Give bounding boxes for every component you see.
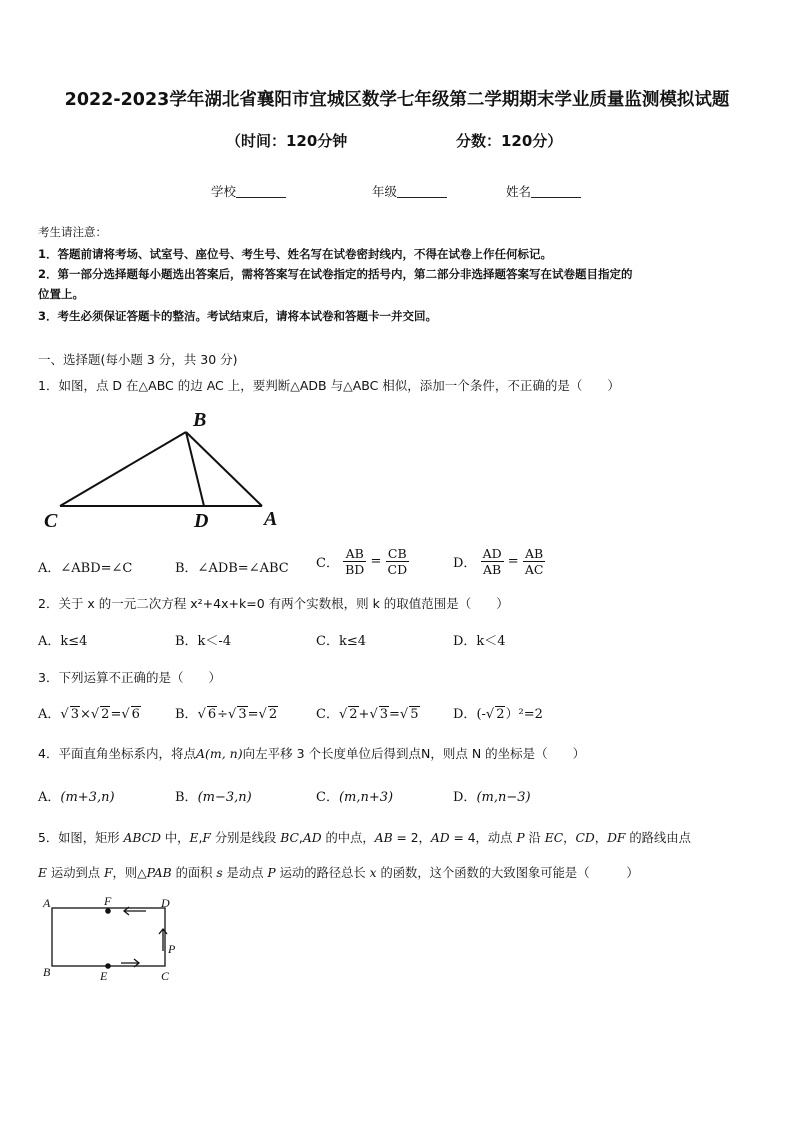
q1-c-den2: CD (387, 562, 408, 577)
q1-d-num2: AB (523, 546, 546, 562)
q4-b-label: B． (175, 790, 198, 805)
q1-c-num1: AB (343, 546, 366, 562)
q2-option-c[interactable]: C．k≤4 (316, 634, 366, 649)
q2-option-a[interactable]: A．k≤4 (38, 634, 88, 649)
name-blank[interactable] (531, 185, 581, 198)
q1-label-B: B (193, 409, 207, 431)
q4-b-value: (m−3,n) (197, 790, 252, 805)
q5-line1-seg-3: E (189, 831, 199, 845)
q1-c-fraction-1 (343, 546, 366, 577)
q5-line1-seg-12: = 2， (392, 831, 431, 845)
q5-line1-seg-6: 分别是线段 (210, 831, 281, 845)
q4-option-b[interactable] (175, 786, 252, 805)
q5-line1-seg-8: , (298, 831, 303, 845)
q1-c-equals: = (370, 554, 382, 569)
q5-line1-seg-14: = 4，动点 (449, 831, 517, 845)
q1-edge-BD (186, 432, 204, 506)
q5-label-E: E (100, 969, 108, 983)
q3-c-radicand2: 3 (379, 707, 389, 722)
q3-stem: 3．下列运算不正确的是（ ） (38, 670, 221, 685)
q4-d-value: (m,n−3) (476, 790, 531, 805)
q5-line1-seg-1: ABCD (123, 831, 161, 845)
q1-option-c[interactable] (316, 546, 409, 577)
school-blank[interactable] (236, 185, 286, 198)
q1-c-den1: BD (345, 562, 365, 577)
q3-a-radicand2: 2 (101, 707, 110, 722)
q4-stem-part2: 向左平移 3 个长度单位后得到点N，则点 N 的坐标是（ ） (242, 746, 586, 761)
q5-line1-seg-20: ， (594, 831, 608, 845)
q1-d-equals: = (507, 554, 519, 569)
q4-option-c[interactable] (316, 786, 393, 805)
q1-d-den1: AB (483, 562, 502, 577)
q5-line2-seg-7: 是动点 (222, 866, 268, 880)
q4-a-value: (m+3,n) (60, 790, 115, 805)
name-label: 姓名 (506, 184, 532, 199)
q5-line1-seg-21: DF (607, 831, 626, 845)
q5-line1-seg-2: 中， (160, 831, 190, 845)
q1-d-den2: AC (524, 562, 544, 577)
q5-label-B: B (43, 965, 51, 979)
q3-option-c[interactable]: C．√ 2+√ 3=√ 5 (316, 707, 419, 722)
grade-blank[interactable] (397, 185, 447, 198)
q1-d-num1: AD (482, 546, 502, 561)
q5-line2-seg-11: 的函数，这个函数的大致图象可能是（ ） (376, 866, 639, 880)
q2-stem: 2．关于 x 的一元二次方程 x²+4x+k=0 有两个实数根，则 k 的取值范围是（ ） (38, 596, 509, 611)
q5-stem-line1 (38, 828, 691, 846)
q3-c-label: C． (316, 707, 339, 722)
q1-label-A: A (264, 508, 278, 530)
q5-line1-seg-5: F (202, 831, 211, 845)
q1-c-fraction-2 (386, 546, 410, 577)
q5-line2-seg-3: ，则△ (112, 866, 147, 880)
q5-line1-seg-15: P (516, 831, 525, 845)
q5-line1-seg-0: 5．如图，矩形 (38, 831, 124, 845)
q3-c-eq: = (389, 707, 400, 722)
q1-option-c-label: C． (316, 556, 339, 571)
q5-point-F (105, 908, 111, 914)
q5-line1-seg-19: CD (575, 831, 595, 845)
q5-line2-seg-0: E (38, 866, 47, 880)
q3-a-radicand3: 6 (131, 707, 140, 722)
page-title: 2022-2023学年湖北省襄阳市宜城区数学七年级第二学期期末学业质量监测模拟试题 (64, 90, 730, 110)
q5-rectangle-figure (38, 893, 188, 988)
q1-c-num2: CB (386, 546, 410, 562)
q5-line1-seg-17: EC (544, 831, 564, 845)
q1-option-d-label: D． (453, 556, 477, 571)
q1-triangle-figure (38, 404, 298, 534)
grade-field[interactable] (372, 182, 447, 200)
q4-option-a[interactable] (38, 786, 115, 805)
q5-line2-seg-5: 的面积 (171, 866, 217, 880)
q3-d-pre: (- (476, 707, 486, 722)
q5-label-P: P (168, 942, 176, 956)
q3-a-op: × (79, 707, 91, 722)
q5-line1-seg-10: 的中点， (321, 831, 375, 845)
school-field[interactable] (211, 182, 286, 200)
school-label: 学校 (211, 184, 237, 199)
q4-c-value: (m,n+3) (338, 790, 394, 805)
q4-a-label: A． (38, 790, 61, 805)
q3-a-label: A． (38, 707, 61, 722)
section-heading: 一、选择题(每小题 3 分，共 30 分) (38, 352, 238, 367)
q1-option-b[interactable]: B．∠ADB=∠ABC (175, 561, 289, 576)
notes-heading: 考生请注意： (38, 225, 107, 239)
q4-point: A(m, n) (195, 746, 243, 761)
exam-time: （时间：120分钟 (226, 132, 348, 150)
q3-b-radicand3: 2 (268, 707, 278, 722)
q2-option-d[interactable]: D．k＜4 (453, 634, 506, 649)
q5-line2-seg-10: x (369, 866, 377, 880)
q3-b-eq: = (247, 707, 259, 722)
q5-line1-seg-4: , (198, 831, 203, 845)
q1-option-d[interactable] (453, 546, 545, 577)
note-2-cont: 位置上。 (38, 287, 84, 301)
q5-line2-seg-8: P (267, 866, 276, 880)
q5-point-E (105, 963, 111, 969)
q1-option-a[interactable]: A．∠ABD=∠C (38, 561, 133, 576)
q3-b-label: B． (175, 707, 198, 722)
exam-score: 分数：120分） (456, 132, 563, 150)
q3-b-radicand2: 3 (238, 707, 247, 722)
q3-option-b[interactable]: B．√ 6÷√ 3=√ 2 (175, 707, 278, 722)
q2-option-b[interactable]: B．k＜-4 (175, 634, 232, 649)
q5-line2-seg-2: F (104, 866, 113, 880)
q3-c-radicand3: 5 (410, 707, 419, 722)
note-1: 1．答题前请将考场、试室号、座位号、考生号、姓名写在试卷密封线内，不得在试卷上作任何标记。 (38, 247, 552, 261)
q1-d-fraction-1 (481, 546, 504, 577)
q5-line2-seg-4: PAB (146, 866, 172, 880)
q1-label-C: C (44, 510, 58, 532)
q5-line1-seg-13: AD (430, 831, 450, 845)
q5-label-D: D (161, 896, 170, 910)
q3-c-op: + (358, 707, 370, 722)
q3-a-eq: = (110, 707, 122, 722)
grade-label: 年级 (372, 184, 398, 199)
q5-label-A: A (43, 896, 51, 910)
q4-c-label: C． (316, 790, 339, 805)
q5-stem-line2 (38, 863, 639, 881)
q5-line1-seg-18: ， (563, 831, 576, 845)
q3-d-label: D． (453, 707, 477, 722)
q5-line1-seg-22: 的路线由点 (625, 831, 691, 845)
q5-line1-seg-7: BC (280, 831, 299, 845)
q5-line2-seg-1: 运动到点 (46, 866, 104, 880)
q5-rectangle (52, 908, 165, 966)
q3-d-post: ）²=2 (505, 707, 543, 722)
q1-d-fraction-2 (523, 546, 546, 577)
q3-a-radicand1: 3 (70, 707, 79, 722)
q5-line1-seg-9: AD (302, 831, 322, 845)
q4-option-d[interactable] (453, 786, 531, 805)
q4-stem-part1: 4．平面直角坐标系内，将点 (38, 746, 196, 761)
q3-option-a[interactable]: A．√ 3×√ 2=√ 6 (38, 707, 140, 722)
q3-b-op: ÷ (217, 707, 229, 722)
q5-label-C: C (161, 969, 170, 983)
q4-stem (38, 744, 585, 762)
q1-edge-BA (186, 432, 262, 506)
note-3: 3．考生必须保证答题卡的整洁。考试结束后，请将本试卷和答题卡一并交回。 (38, 309, 437, 323)
q5-line2-seg-9: 运动的路径总长 (275, 866, 370, 880)
q5-line2-seg-6: s (216, 866, 223, 880)
q5-line1-seg-16: 沿 (524, 831, 545, 845)
note-2: 2．第一部分选择题每小题选出答案后，需将答案写在试卷指定的括号内，第二部分非选择题答案写在试卷题目指定的 (38, 267, 633, 281)
q4-d-label: D． (453, 790, 477, 805)
q1-stem: 1．如图，点 D 在△ABC 的边 AC 上，要判断△ADB 与△ABC 相似，添加一个条件，不正确的是（ ） (38, 378, 620, 393)
q1-edge-CB (60, 432, 186, 506)
q5-label-F: F (104, 894, 112, 908)
name-field[interactable] (506, 182, 581, 200)
q3-c-radicand1: 2 (349, 707, 358, 722)
q1-label-D: D (194, 510, 209, 532)
q3-option-d[interactable]: D．(-√ 2）²=2 (453, 707, 543, 722)
q5-line1-seg-11: AB (374, 831, 393, 845)
q3-d-radicand: 2 (496, 707, 505, 722)
q3-b-radicand1: 6 (207, 707, 217, 722)
